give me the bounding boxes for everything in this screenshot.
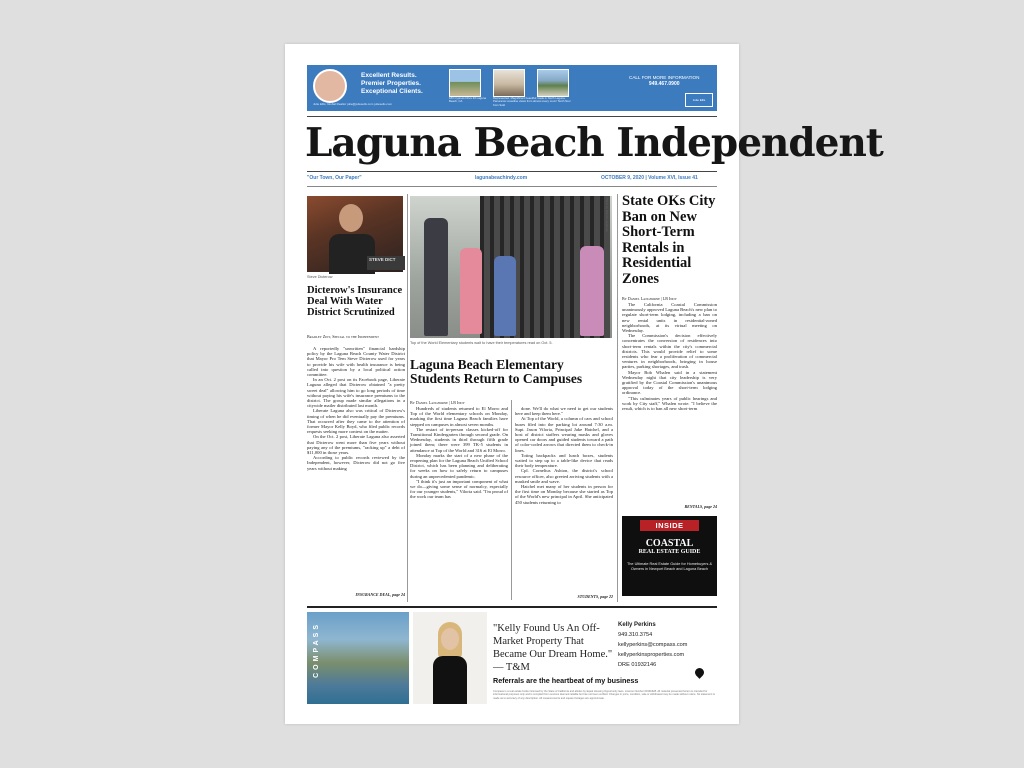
left-headline[interactable]: Dicterow's Insurance Deal With Water District Scrutinized bbox=[307, 285, 403, 318]
masthead-title: Laguna Beach Independent bbox=[305, 120, 883, 166]
inside-promo-box[interactable] bbox=[622, 516, 717, 596]
newspaper-page bbox=[285, 44, 883, 724]
ad-caption-2: Represented, Magnificent beautiful made in North Laguna, Panoramic coastline views from almost every room! Tenth floor from Sold bbox=[493, 96, 571, 107]
paragraph: On the Oct. 2 post, Liberate Laguna also asserted that Dicterow went more than five years without paying any of the premiums, "racking up" a debt of $11,000 in those years. bbox=[307, 434, 405, 456]
agent-photo bbox=[413, 612, 487, 704]
center-headline[interactable]: Laguna Beach Elementary Students Return to Campuses bbox=[410, 357, 583, 386]
inside-title-guide: REAL ESTATE GUIDE bbox=[638, 549, 701, 555]
photo-child-figure-2 bbox=[494, 256, 516, 336]
ad-property-photo-2 bbox=[493, 69, 525, 97]
paragraph: The restart of in-person classes kicked-off for Transitional Kindergarten through second grade. On Wednesday, students in third through fifth grade joined them; there were 399 TK-5 students in attendance at Top of the World and 316 at El Morro. bbox=[410, 426, 508, 453]
paragraph: The California Coastal Commission unanimously approved Laguna Beach's new plan to regulate short-term lodging, including a ban on new rental units in residential-zoned neighborhoods, at its virtual meeting on Wednesday. bbox=[622, 302, 717, 334]
inside-tag: INSIDE bbox=[640, 520, 699, 531]
paragraph: "I think it's just an important component of what we do—giving some sense of normalcy, especially for our younger students," Viloria said. "I'm proud of the work our team has bbox=[410, 478, 508, 500]
inside-title-coastal: COASTAL bbox=[645, 538, 694, 549]
agent-avatar bbox=[313, 69, 347, 103]
masthead-website[interactable]: lagunabeachindy.com bbox=[475, 175, 528, 181]
right-jump-line[interactable]: RENTALS, page 24 bbox=[684, 504, 717, 509]
center-byline: By Daniel Langhorne | LB Indy bbox=[410, 400, 465, 405]
agent-email[interactable]: kellyperkins@compass.com bbox=[618, 642, 688, 648]
ad-slogan-line-3: Exceptional Clients. bbox=[361, 88, 423, 95]
column-divider-2 bbox=[617, 194, 618, 602]
agent-name: Kelly Perkins bbox=[618, 622, 656, 628]
column-divider-center bbox=[511, 400, 512, 600]
strip-rule bbox=[307, 186, 717, 187]
paragraph: In an Oct. 2 post on its Facebook page, Liberate Laguna alleged that Dicterow obtained "a pretty sweet deal" allowing him to go long periods of time without paying his wife's insurance premiums to the district. The group made similar allegations in a citywide mailer distributed last month. bbox=[307, 377, 405, 409]
ad-property-photo-1 bbox=[449, 69, 481, 97]
left-story-body bbox=[307, 346, 405, 586]
coastline-photo bbox=[307, 612, 409, 704]
ad-fine-print: Compass is a real estate broker licensed by the State of California and abides by Equal Housing Opportunity laws. License Number 01991628. All material presented herein is intended for informational purposes only and is compiled from sources deemed reliable but has not been verified. Changes in price, condition, sale or withdrawal may be made without notice. No statement is made as to accuracy of any description. All measurements and square footages are approximate. bbox=[493, 690, 715, 700]
ad-call-number[interactable]: 949.467.0900 bbox=[648, 81, 680, 87]
paragraph: Mayor Bob Whalen said in a statement Wednesday night that city leadership is very gratified by the Coastal Commission's unanimous approval today of the short-term lodging ordinance. bbox=[622, 369, 717, 396]
dicterow-photo-caption: Steve Dicterow bbox=[307, 275, 333, 279]
agent-contact bbox=[618, 620, 687, 670]
masthead-slogan: "Our Town, Our Paper" bbox=[307, 175, 362, 181]
paragraph: "This culminates years of public hearings and work by City staff," Whalen wrote. "I believe the result, which is to ban all new short-term bbox=[622, 395, 717, 412]
photo-name-sign: STEVE DICT bbox=[367, 256, 405, 270]
ad-tagline: Referrals are the heartbeat of my business bbox=[493, 676, 639, 685]
agent-dress bbox=[433, 656, 467, 704]
paragraph: At Top of the World, a column of cars and school buses filed into the parking lot around 7:30 a.m. Supt. Jason Viloria, Principal Jake Hatchel, and a host of district staffers wearing masks and gloves opened car doors and guided students toward a path of color-coded arrows that directed them to check-in lines. bbox=[515, 416, 613, 453]
bottom-ad-rule bbox=[307, 606, 717, 608]
right-story-body bbox=[622, 302, 717, 500]
ad-brokerage-logo: Julie Ellis bbox=[685, 93, 713, 107]
testimonial-quote: "Kelly Found Us An Off-Market Property That Became Our Dream Home." — T&M bbox=[493, 623, 613, 673]
masthead-top-rule bbox=[307, 116, 717, 117]
ad-slogan bbox=[361, 72, 423, 96]
inside-subtitle: The Ultimate Real Estate Guide for Homebuyers & Owners in Newport Beach and Laguna Beach bbox=[626, 562, 713, 571]
students-photo-credit: Photo by Daniel Langhorne bbox=[605, 198, 609, 232]
center-story-column-2 bbox=[515, 406, 613, 591]
photo-child-figure-1 bbox=[460, 248, 482, 334]
compass-watermark: COMPASS bbox=[313, 622, 320, 678]
paragraph: A reportedly "unwritten" financial hardship policy by the Laguna Beach County Water District that Mayor Pro Tem Steve Dicterow used for years to provide his wife with health insurance is being called into question by a local political action committee. bbox=[307, 346, 405, 378]
left-jump-line[interactable]: INSURANCE DEAL, page 24 bbox=[355, 592, 405, 597]
location-pin-icon bbox=[693, 666, 706, 679]
dicterow-photo bbox=[307, 196, 403, 272]
right-byline: By Daniel Langhorne | LB Indy bbox=[622, 296, 677, 301]
photo-figure-head bbox=[339, 204, 363, 232]
left-byline: Bradley Zint, Special to the Independent bbox=[307, 334, 379, 339]
ad-slogan-line-2: Premier Properties. bbox=[361, 80, 421, 87]
ad-property-photo-3 bbox=[537, 69, 569, 97]
students-photo-caption: Top of the World Elementary students wait to have their temperatures read on Oct. 5. bbox=[410, 341, 553, 345]
paragraph: Hundreds of students returned to El Morro and Top of the World elementary schools on Monday, marking the first time Laguna Beach families have stepped on campuses in almost seven months. bbox=[410, 406, 508, 427]
right-headline[interactable]: State OKs City Ban on New Short-Term Rentals in Residential Zones bbox=[622, 193, 716, 287]
column-divider-1 bbox=[407, 194, 408, 602]
paragraph: Hatchel met many of her students in person for the first time on Monday because she started as Top of the World's new principal in April. She anticipated 450 students returning to bbox=[515, 484, 613, 505]
paragraph: Cpl. Cornelius Ashton, the district's school resource officer, also greeted arriving students with a masked smile and wave. bbox=[515, 468, 613, 484]
ad-call-label: CALL FOR MORE INFORMATION bbox=[629, 75, 700, 80]
students-photo bbox=[410, 196, 612, 338]
ad-caption-1: 183 Cypress Drive #2 Laguna Beach, CA bbox=[449, 96, 487, 104]
photo-child-figure-3 bbox=[580, 246, 604, 336]
paragraph: According to public records reviewed by the Independent, however, Dicterow did not go five years without making bbox=[307, 455, 405, 471]
ad-slogan-line-1: Excellent Results. bbox=[361, 72, 417, 79]
photo-adult-figure bbox=[424, 218, 448, 336]
agent-phone[interactable]: 949.310.3754 bbox=[618, 632, 653, 638]
ad-footer: Julie Ellis, Global Realtor julie@juliesells.com juliesells.com bbox=[313, 102, 393, 106]
paragraph: Toting backpacks and lunch boxes, students waited to step up to a table-like device that reads their body temperature. bbox=[515, 452, 613, 469]
agent-website[interactable]: kellyperkinsproperties.com bbox=[618, 652, 685, 658]
ad-call-info bbox=[629, 75, 699, 87]
paragraph: Monday marks the start of a new phase of the reopening plan for the Laguna Beach Unified School District, which has been planning and deliberating for weeks on how to safely return to campuses during an unprecedented pandemic. bbox=[410, 452, 508, 479]
agent-face bbox=[441, 628, 459, 650]
masthead-bottom-rule bbox=[307, 171, 717, 172]
paragraph: done. We'll do what we need to get our students here and keep them here." bbox=[515, 406, 613, 417]
top-advertisement[interactable] bbox=[307, 65, 717, 111]
masthead-issue: OCTOBER 9, 2020 | Volume XVI, Issue 41 bbox=[601, 175, 698, 181]
agent-dre-number: DRE 01932146 bbox=[618, 662, 657, 668]
paragraph: The Commission's decision effectively concentrates the conversion of residences into short-term rentals within the city's commercial districts. This would provide relief to some residents who fear a proliferation of commercial ventures in neighborhoods, bringing in house parties, parking shortages, and trash. bbox=[622, 333, 717, 370]
center-jump-line[interactable]: STUDENTS, page 22 bbox=[577, 594, 613, 599]
center-story-column-1 bbox=[410, 406, 508, 599]
paragraph: Liberate Laguna also was critical of Dicterow's timing of when he did eventually pay the premiums. That occurred after they came to the attention of former Mayor Kelly Boyd, who filed public records requests seeking more context on the matter. bbox=[307, 408, 405, 435]
